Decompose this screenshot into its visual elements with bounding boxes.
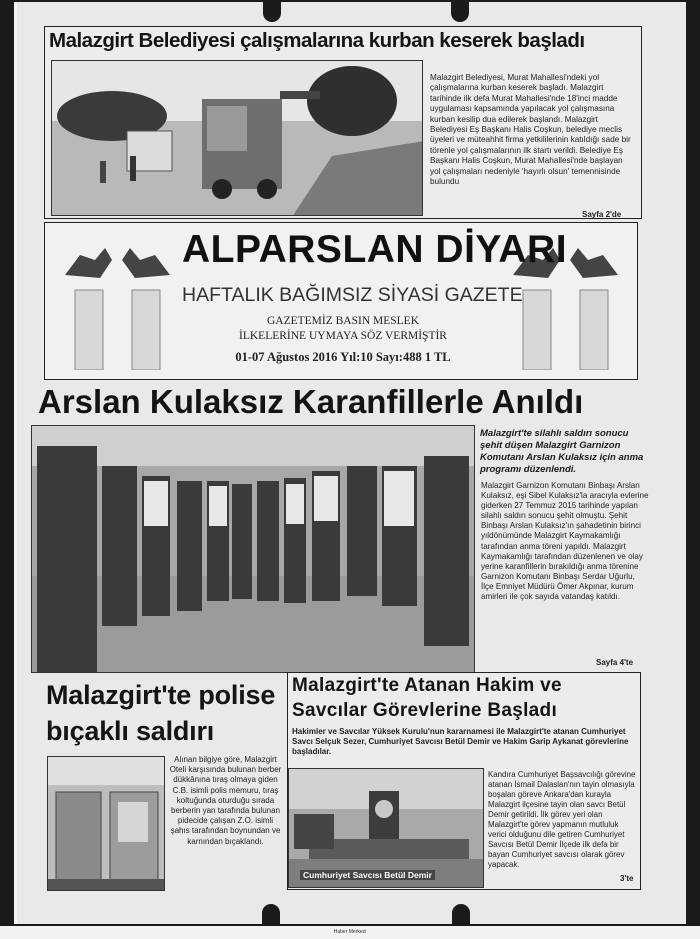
page-footer: Haber Merkezi	[0, 926, 700, 939]
story3-headline-line2: bıçaklı saldırı	[46, 716, 215, 746]
story4-headline-line1: Malazgirt'te Atanan Hakim ve	[292, 675, 562, 696]
masthead-pledge-line1: GAZETEMİZ BASIN MESLEK	[266, 315, 420, 327]
story3-photo	[47, 756, 165, 891]
story2-headline: Arslan Kulaksız Karanfillerle Anıldı	[38, 383, 584, 420]
story4-photo-caption: Cumhuriyet Savcısı Betül Demir	[300, 870, 435, 880]
story4-headline-line2: Savcılar Görevlerine Başladı	[292, 700, 558, 721]
masthead-subtitle: HAFTALIK BAĞIMSIZ SİYASİ GAZETE	[182, 284, 523, 306]
story1-headline: Malazgirt Belediyesi çalışmalarına kurban keserek başladı	[49, 29, 585, 52]
story3-headline-line1: Malazgirt'te polise	[46, 680, 276, 710]
binder-clip	[263, 0, 281, 22]
story1-body: Malazgirt Belediyesi, Murat Mahallesi'ndeki yol çalışmalarına kurban keserek başladı. Malazgirt tarihinde ilk defa Murat Mahallesi'nde 18'inci madde uygulaması kapsamında yapılacak yol çalışmasına kurban kesilip dua edilerek başlandı. Malazgirt Belediyesi Eş Başkanı Halis Coşkun, belediye meclis üyeleri ve müteahhit firma yetkililerinin katıldığı sade bir törenle yol çalışmalarının ilk startı verildi. Belediye Eş Başkanı Halis Coşkun, Murat Mahallesi'nde başlayan yol çalışmaları nedeniyle 'hayırlı olsun' temennisinde bulundu	[430, 73, 631, 187]
masthead-issue-info: 01-07 Ağustos 2016 Yıl:10 Sayı:488 1 TL	[235, 350, 451, 364]
story3-body: Alınan bilgiye göre, Malazgirt Oteli karşısında bulunan berber dükkânına tıraş olmaya giden C.B. isimli polis memuru, tıraş koltuğunda oturduğu sırada berberin yan tarafında bulunan pidecide çalışan Z.O. isimli şahıs tarafından boynundan ve karnından bıçaklandı.	[169, 755, 282, 846]
story2-continued-link[interactable]: Sayfa 4'te	[596, 658, 634, 667]
story4-lead: Hakimler ve Savcılar Yüksek Kurulu'nun kararnamesi ile Malazgirt'te atanan Cumhuriyet Savcı Selçuk Sezer, Cumhuriyet Savcısı Betül Demir ve Hakim Garip Aykanat görevlerine başladılar.	[292, 727, 629, 756]
binder-clip	[452, 904, 470, 926]
story2-photo	[31, 425, 475, 673]
story1-continued-link[interactable]: Sayfa 2'de	[582, 210, 622, 219]
story4-continued-link[interactable]: 3'te	[620, 874, 634, 883]
story1-photo	[51, 60, 423, 216]
story4-body: Kandıra Cumhuriyet Başsavcılığı görevine atanan İsmail Dalaslan'nın tayin olmasıyla boşalan göreve Ankara'dan kurayla Malazgirt ilçesine tayin olan savcı Betül Demir getirildi. İlk görev yeri olan Malazgirt'te görev yapmanın mutluluk verici olduğunu dile getiren Cumhuriyet Savcısı Betül Demir İlçede ilk defa bir bayan Cumhuriyet savcısı olarak görev yapacak.	[488, 770, 636, 869]
binder-clip	[262, 904, 280, 926]
horse-statue-left	[60, 230, 175, 370]
masthead-title: ALPARSLAN DİYARI	[182, 228, 568, 271]
masthead-pledge-line2: İLKELERİNE UYMAYA SÖZ VERMİŞTİR	[239, 330, 447, 342]
binder-clip	[451, 0, 469, 22]
story2-body: Malazgirt Garnizon Komutanı Binbaşı Arslan Kulaksız, eşi Sibel Kulaksız'la aracıyla evlerine giderken 27 Temmuz 2015 tarihinde yapılan silahlı saldırı sonucu şehit olmuştu. Şehit Binbaşı Arslan Kulaksız'ın şahadetinin birinci yıldönümünde Malazgirt Kaymakamlığı tarafından anma töreni yapıldı. Malazgirt Kaymakamlığı tarafından düzenlenen ve olay yerine karanfillerin bırakıldığı anma törenine Garnizon Komutanı Binbaşı Serdar Uğurlu, İlçe Emniyet Müdürü Ömer Akpınar, kurum amirleri ile çok sayıda vatandaş katıldı.	[481, 481, 649, 602]
story2-lead: Malazgirt'te silahlı saldırı sonucu şehit düşen Malazgirt Garnizon Komutanı Arslan Kulaksız için anma programı düzenlendi.	[480, 428, 644, 475]
